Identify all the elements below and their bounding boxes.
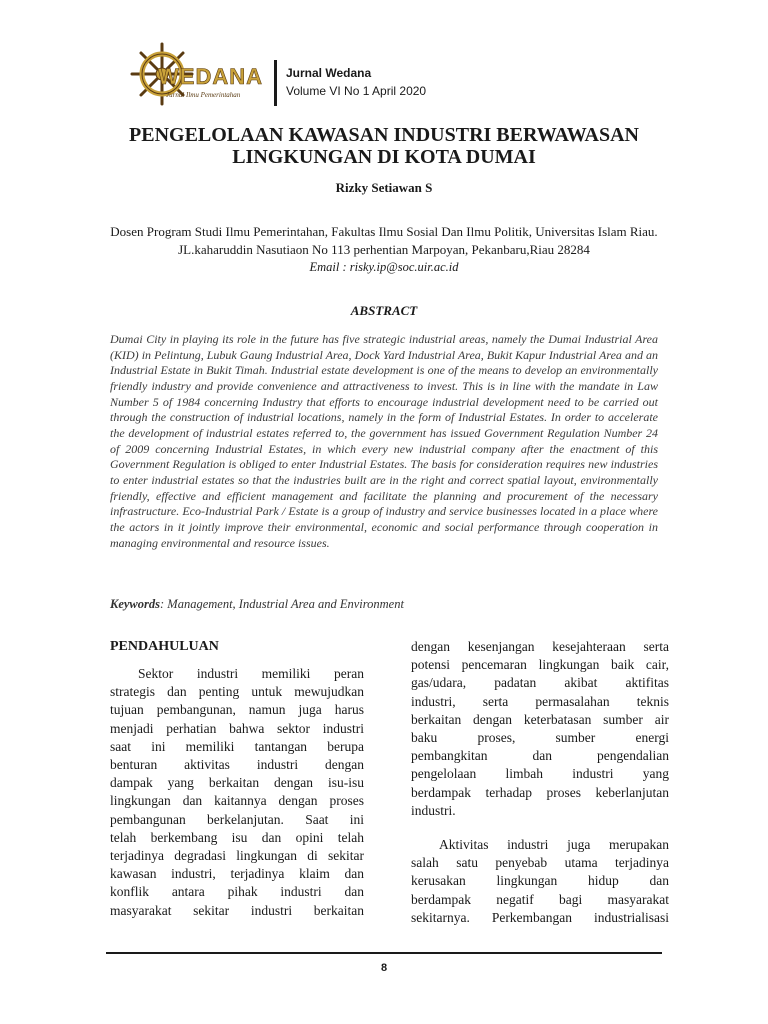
journal-logo: [122, 40, 262, 108]
abstract-heading: ABSTRACT: [350, 303, 418, 318]
title-line-2: LINGKUNGAN DI KOTA DUMAI: [232, 146, 536, 168]
journal-name: Jurnal Wedana: [286, 66, 372, 80]
paragraph-left: [110, 665, 364, 920]
body-text-line: telah berkembang isu dan opini telah: [110, 829, 364, 845]
body-text-line: industri, serta permasalahan teknis: [411, 693, 669, 709]
abstract-body: Dumai City in playing its role in the future has five strategic industrial areas, namely the Dumai Industrial Area (KID) in Pelintung, Lubuk Gaung Industrial Area, Dock Yard Industrial Area, Bukit Kapur Industrial Area and an Industrial Estate in Bukit Timah. Industrial estate development is one of the means to develop an environmentally friendly industry and provide convenience and attractiveness to invest. This is in line with the mandate in Law Number 5 of 1984 concerning Industry that efforts to encourage industrial development need to be carried out through the construction of industrial locations, namely in the form of Industrial Estates. In order to accelerate the development of industrial estates referred to, the government has issued Government Regulation Number 24 of 2009 concerning Industrial Estates, in which every new industrial company after the enactment of this Government Regulation is obliged to enter Industrial Estates. The basis for consideration requires new industries to enter industrial estates so that the industries built are in the right and correct spatial layout, environmentally friendly, effective and efficient management and facilitate the planning and procurement of the necessary infrastructure. Eco-Industrial Park / Estate is a group of industry and service businesses located in a place where the actors in it jointly improve their environmental, economic and social performance through cooperation in managing environmental and resource issues.: [110, 332, 658, 550]
paragraph-right-1: [411, 638, 669, 820]
logo-wordmark: WEDANA: [158, 64, 263, 89]
body-text-line: dengan kesenjangan kesejahteraan serta: [411, 639, 669, 654]
author-name: Rizky Setiawan S: [335, 180, 433, 195]
body-text-line: tujuan pembangunan, namun juga harus: [110, 702, 364, 718]
body-text-line: sekitarnya. Perkembangan industrialisasi: [411, 909, 669, 925]
paragraph-gap: [411, 820, 669, 836]
body-text-line: berdampak negatif bagi masyarakat: [411, 891, 669, 907]
journal-header: [122, 40, 662, 110]
keywords-text: : Management, Industrial Area and Environment: [160, 597, 404, 611]
body-text-line: Sektor industri memiliki peran: [138, 666, 364, 681]
paragraph-right-2: [411, 836, 669, 927]
title-line-1: PENGELOLAAN KAWASAN INDUSTRI BERWAWASAN: [129, 124, 639, 146]
body-text-line: berdampak terhadap proses keberlanjutan: [411, 784, 669, 800]
article-title: [90, 124, 678, 168]
body-text-line: potensi pencemaran lingkungan baik cair,: [411, 657, 669, 673]
body-text-line: industri.: [411, 802, 456, 818]
body-text-line: berkaitan dengan keterbatasan sumber air: [411, 711, 669, 727]
page-number: 8: [380, 962, 388, 974]
journal-volume: Volume VI No 1 April 2020: [286, 84, 427, 98]
body-text-line: kawasan industri, terjadinya klaim dan: [110, 866, 364, 882]
author-affiliation: Dosen Program Studi Ilmu Pemerintahan, Fakultas Ilmu Sosial Dan Ilmu Politik, Universitas Islam Riau. JL.kaharuddin Nasutiaon No 113 perhentian Marpoyan, Pekanbaru,Riau 28284: [110, 224, 658, 257]
body-column-right: [411, 638, 669, 927]
body-text-line: saat ini memiliki tantangan berupa: [110, 738, 364, 754]
body-text-line: salah satu penyebab utama terjadinya: [411, 855, 669, 871]
body-text-line: Aktivitas industri juga merupakan: [439, 837, 669, 853]
header-divider: [274, 60, 277, 106]
section-heading: PENDAHULUAN: [110, 639, 219, 654]
body-text-line: benturan aktivitas industri dengan: [110, 757, 364, 773]
author-email: Email : risky.ip@soc.uir.ac.id: [309, 260, 459, 274]
body-text-line: masyarakat sekitar industri berkaitan: [110, 902, 364, 918]
body-text-line: dampak yang berkaitan dengan isu-isu: [110, 775, 364, 791]
keywords: [110, 597, 658, 612]
body-text-line: menjadi perhatian bahwa sektor industri: [110, 720, 364, 736]
body-text-line: strategis dan penting untuk mewujudkan: [110, 684, 364, 700]
body-text-line: pembangunan berkelanjutan. Saat ini: [110, 811, 364, 827]
body-column-left: [110, 638, 364, 920]
keywords-label: Keywords: [110, 597, 160, 611]
logo-tagline: Jurnal Ilmu Pemerintahan: [166, 91, 241, 99]
body-text-line: lingkungan dan kaitannya dengan proses: [110, 793, 364, 809]
body-text-line: pengelolaan limbah industri yang: [411, 766, 669, 782]
body-text-line: baku proses, sumber energi: [411, 730, 669, 746]
body-text-line: pembangkitan dan pengendalian: [411, 748, 669, 764]
body-text-line: gas/udara, padatan akibat aktifitas: [411, 675, 669, 691]
body-text-line: kerusakan lingkungan hidup dan: [411, 873, 669, 889]
footer-divider: [106, 952, 662, 954]
body-text-line: terjadinya degradasi lingkungan di sekitar: [110, 848, 364, 864]
body-text-line: konflik antara pihak industri dan: [110, 884, 364, 900]
